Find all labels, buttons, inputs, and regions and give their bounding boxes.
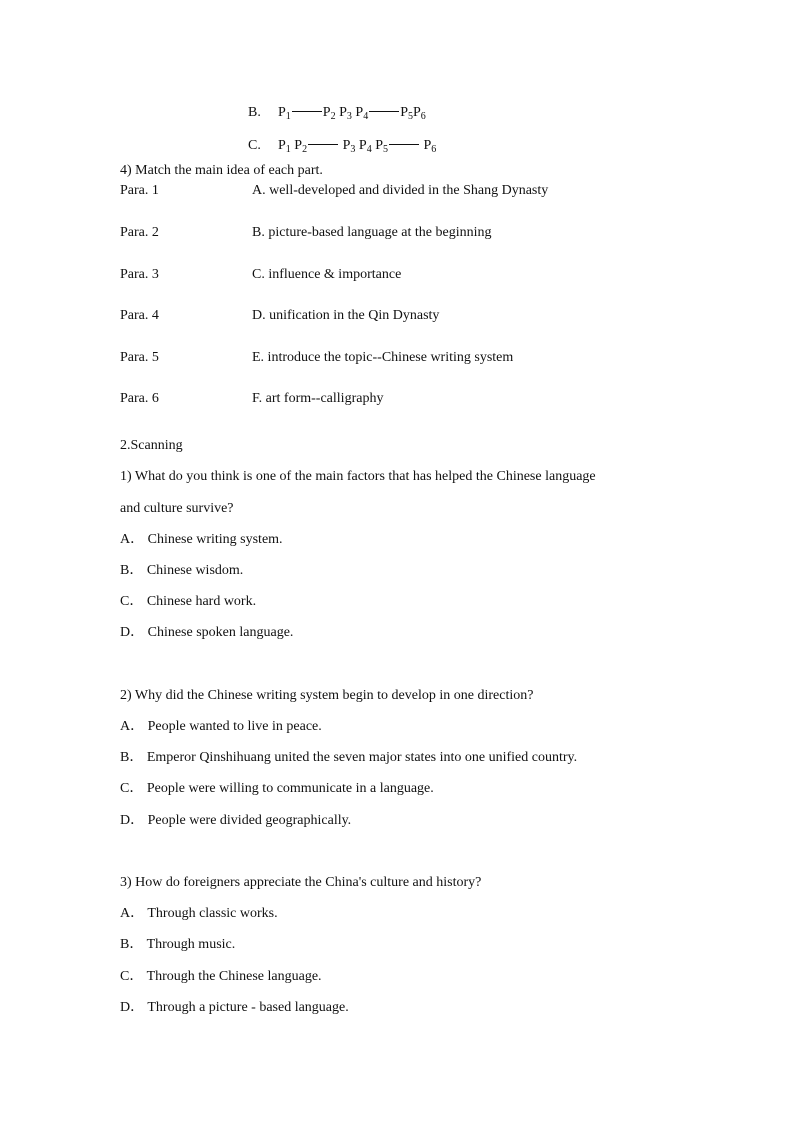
paragraph-token: $P_3$ [339, 138, 356, 155]
para-label: Para. 5 [120, 350, 159, 365]
answer-option: A． Chinese writing system. [120, 532, 283, 547]
paragraph-token: $P_4$ [355, 138, 372, 155]
para-label: Para. 4 [120, 308, 159, 323]
paragraph-token: $P_1$ [278, 138, 291, 155]
connector-dash [308, 144, 338, 145]
answer-option: B． Emperor Qinshihuang united the seven major states into one unified country. [120, 750, 578, 765]
paragraph-token: $P_5$ [371, 138, 388, 155]
order-sequence [278, 137, 436, 159]
para-main-idea: B. picture-based language at the beginning [252, 225, 492, 240]
answer-option: C． Chinese hard work. [120, 594, 257, 609]
match-heading: 4) Match the main idea of each part. [120, 163, 323, 178]
order-option-label: C. [248, 138, 261, 153]
question-text: and culture survive? [120, 501, 234, 516]
paragraph-token: $P_5$ [400, 105, 413, 122]
scanning-heading: 2.Scanning [120, 438, 183, 453]
paragraph-token: $P_6$ [412, 105, 426, 122]
para-label: Para. 2 [120, 225, 159, 240]
para-main-idea: C. influence & importance [252, 267, 402, 282]
paragraph-token: $P_6$ [419, 138, 437, 155]
question-text: 2) Why did the Chinese writing system begin to develop in one direction? [120, 688, 534, 703]
para-main-idea: F. art form--calligraphy [252, 391, 384, 406]
paragraph-token: $P_3$ [335, 105, 352, 122]
order-sequence [278, 104, 426, 126]
para-main-idea: A. well-developed and divided in the Shang Dynasty [252, 183, 549, 198]
paragraph-token: $P_4$ [351, 105, 369, 122]
answer-option: C． People were willing to communicate in a language. [120, 781, 434, 796]
order-option-label: B. [248, 105, 261, 120]
answer-option: D． Chinese spoken language. [120, 625, 294, 640]
paragraph-token: $P_2$ [290, 138, 308, 155]
connector-dash [292, 111, 322, 112]
question-text: 3) How do foreigners appreciate the China's culture and history? [120, 875, 482, 890]
answer-option: D． People were divided geographically. [120, 813, 352, 828]
answer-option: A． People wanted to live in peace. [120, 719, 322, 734]
connector-dash [389, 144, 419, 145]
para-label: Para. 6 [120, 391, 159, 406]
question-text: 1) What do you think is one of the main factors that has helped the Chinese language [120, 469, 596, 484]
para-main-idea: D. unification in the Qin Dynasty [252, 308, 440, 323]
connector-dash [369, 111, 399, 112]
answer-option: A． Through classic works. [120, 906, 278, 921]
answer-option: B． Chinese wisdom. [120, 563, 244, 578]
answer-option: D． Through a picture - based language. [120, 1000, 349, 1015]
paragraph-token: $P_2$ [322, 105, 336, 122]
answer-option: C． Through the Chinese language. [120, 969, 322, 984]
answer-option: B． Through music. [120, 937, 236, 952]
para-label: Para. 1 [120, 183, 159, 198]
para-main-idea: E. introduce the topic--Chinese writing system [252, 350, 514, 365]
paragraph-token: $P_1$ [278, 105, 291, 122]
para-label: Para. 3 [120, 267, 159, 282]
